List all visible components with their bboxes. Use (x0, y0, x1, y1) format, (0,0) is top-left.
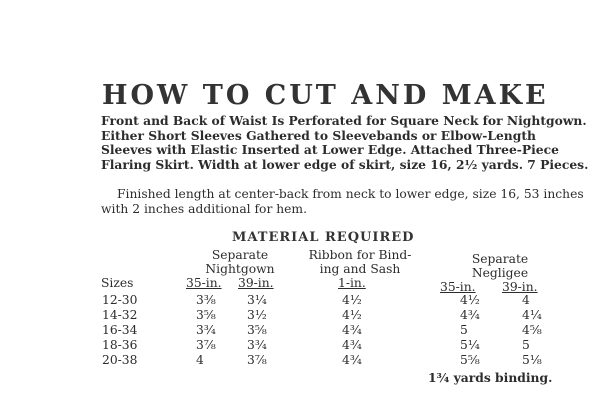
col-header-35in-negligee: 35-in. (440, 280, 476, 294)
group-nightgown-line2: Nightgown (205, 262, 275, 276)
size-cell: 20-38 (102, 353, 138, 367)
value-cell: 3⅝ (196, 308, 216, 322)
size-cell: 16-34 (102, 323, 138, 337)
binding-note: 1¾ yards binding. (428, 370, 553, 385)
group-nightgown-line1: Separate (211, 248, 269, 262)
sizes-header: Sizes (101, 276, 134, 290)
value-cell: 4¾ (342, 323, 362, 337)
group-ribbon-line1: Ribbon for Bind- (308, 248, 412, 262)
finished-length-paragraph: Finished length at center-back from neck to lower edge, size 16, 53 inches with 2 inches additional for hem. (101, 187, 584, 216)
value-cell: 4 (196, 353, 204, 367)
page-title: HOW TO CUT AND MAKE (102, 80, 549, 111)
col-header-1in: 1-in. (338, 276, 366, 290)
description-paragraph: Front and Back of Waist Is Perforated for Square Neck for Nightgown. Either Short Sleeves Gathered to Sleevebands or Elbow-Length Sleeves with Elastic Inserted at Lower Edge. Attached Three-Piece Flaring Skirt. Width at lower edge of skirt, size 16, 2½ yards. 7 Pieces. (101, 113, 589, 172)
group-negligee-line1: Separate (471, 252, 529, 266)
value-cell: 4½ (342, 308, 362, 322)
value-cell: 4 (522, 293, 530, 307)
value-cell: 4½ (460, 293, 480, 307)
value-cell: 5 (460, 323, 468, 337)
value-cell: 4½ (342, 293, 362, 307)
table-row (0, 293, 600, 308)
value-cell: 3⅞ (196, 338, 216, 352)
value-cell: 3⅝ (247, 323, 267, 337)
value-cell: 5⅝ (460, 353, 480, 367)
col-header-35in: 35-in. (186, 276, 222, 290)
size-cell: 14-32 (102, 308, 138, 322)
value-cell: 3¼ (247, 293, 267, 307)
value-cell: 5¼ (460, 338, 480, 352)
value-cell: 3⅞ (247, 353, 267, 367)
value-cell: 3¾ (247, 338, 267, 352)
col-header-39in-negligee: 39-in. (502, 280, 538, 294)
value-cell: 4¾ (460, 308, 480, 322)
table-row (0, 308, 600, 323)
value-cell: 3¾ (196, 323, 216, 337)
value-cell: 4¾ (342, 338, 362, 352)
value-cell: 3⅜ (196, 293, 216, 307)
value-cell: 3½ (247, 308, 267, 322)
group-ribbon-line2: ing and Sash (319, 262, 401, 276)
table-row (0, 323, 600, 338)
value-cell: 4⅝ (522, 323, 542, 337)
group-negligee-line2: Negligee (471, 266, 529, 280)
table-row (0, 353, 600, 368)
value-cell: 5⅛ (522, 353, 542, 367)
table-row (0, 338, 600, 353)
value-cell: 4¾ (342, 353, 362, 367)
value-cell: 5 (522, 338, 530, 352)
size-cell: 12-30 (102, 293, 138, 307)
size-cell: 18-36 (102, 338, 138, 352)
material-heading: MATERIAL REQUIRED (232, 230, 415, 245)
value-cell: 4¼ (522, 308, 542, 322)
col-header-39in: 39-in. (238, 276, 274, 290)
